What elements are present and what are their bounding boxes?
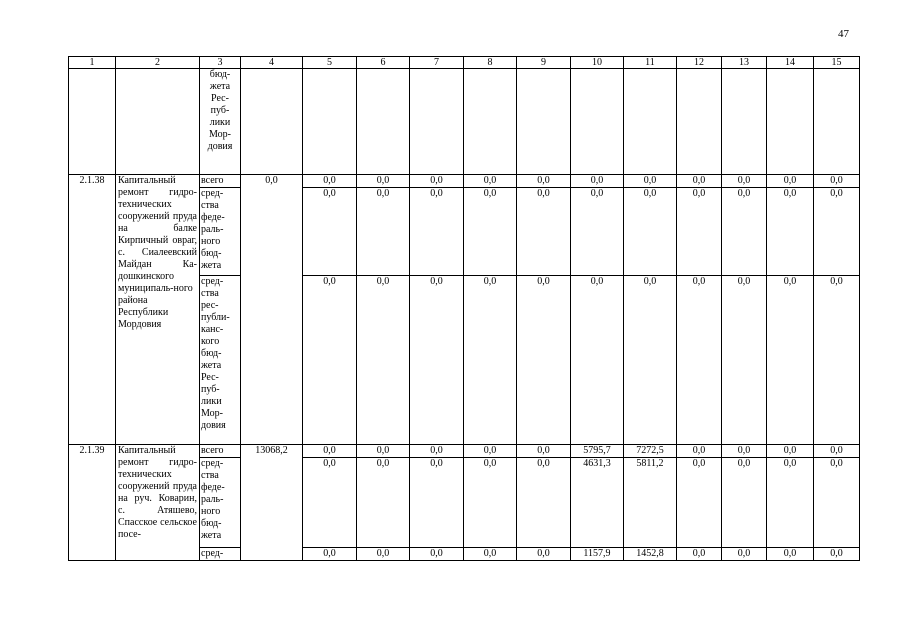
value-cell: 0,0 [410, 175, 464, 188]
value-cell: 0,0 [464, 445, 517, 458]
value-cell: 0,0 [464, 276, 517, 445]
value-cell: 0,0 [814, 188, 860, 276]
value-cell: 0,0 [677, 548, 722, 561]
value-cell: 0,0 [357, 445, 410, 458]
value-cell: 0,0 [571, 276, 624, 445]
value-cell: 0,0 [464, 458, 517, 548]
value-cell: 0,0 [517, 445, 571, 458]
value-cell: 0,0 [357, 188, 410, 276]
total-value: 13068,2 [241, 445, 303, 561]
project-name: Капитальный ремонт гидро-технических сооружений пруда на балке Кирпичный овраг, с. Сиалеевский Майдан Ка-дошкинского муниципаль-ного района Республики Мордовия [116, 175, 200, 445]
value-cell: 0,0 [767, 175, 814, 188]
value-cell: 0,0 [464, 175, 517, 188]
value-cell: 0,0 [303, 188, 357, 276]
funding-source-label: сред- ства феде- раль- ного бюд- жета [200, 458, 241, 548]
value-cell: 0,0 [464, 548, 517, 561]
value-cell: 0,0 [517, 458, 571, 548]
value-cell: 0,0 [410, 445, 464, 458]
value-cell: 4631,3 [571, 458, 624, 548]
value-cell: 0,0 [410, 276, 464, 445]
value-cell: 0,0 [517, 548, 571, 561]
value-cell: 0,0 [303, 445, 357, 458]
value-cell: 0,0 [722, 458, 767, 548]
column-header-7: 7 [410, 57, 464, 69]
value-cell: 0,0 [624, 188, 677, 276]
value-cell: 0,0 [357, 458, 410, 548]
value-cell: 5811,2 [624, 458, 677, 548]
column-header-9: 9 [517, 57, 571, 69]
value-cell: 0,0 [767, 548, 814, 561]
value-cell: 0,0 [767, 188, 814, 276]
value-cell: 0,0 [410, 548, 464, 561]
value-cell: 0,0 [517, 188, 571, 276]
funding-source-label: бюд- жета Рес- пуб- лики Мор- довия [200, 69, 241, 175]
value-cell: 5795,7 [571, 445, 624, 458]
value-cell: 0,0 [677, 445, 722, 458]
value-cell: 0,0 [357, 175, 410, 188]
value-cell: 0,0 [624, 276, 677, 445]
column-header-8: 8 [464, 57, 517, 69]
column-header-13: 13 [722, 57, 767, 69]
item-number: 2.1.39 [69, 445, 116, 561]
value-cell: 0,0 [814, 445, 860, 458]
value-cell: 1157,9 [571, 548, 624, 561]
value-cell: 0,0 [814, 548, 860, 561]
value-cell: 0,0 [677, 188, 722, 276]
column-header-14: 14 [767, 57, 814, 69]
column-header-2: 2 [116, 57, 200, 69]
value-cell: 0,0 [624, 175, 677, 188]
value-cell: 0,0 [571, 175, 624, 188]
table-row [69, 175, 860, 188]
funding-source-label: всего [200, 175, 241, 188]
value-cell: 0,0 [814, 458, 860, 548]
column-header-5: 5 [303, 57, 357, 69]
value-cell: 0,0 [677, 276, 722, 445]
value-cell: 0,0 [722, 175, 767, 188]
value-cell: 0,0 [357, 276, 410, 445]
funding-source-label: сред- ства феде- раль- ного бюд- жета [200, 188, 241, 276]
value-cell: 0,0 [722, 445, 767, 458]
value-cell: 0,0 [464, 188, 517, 276]
value-cell: 0,0 [517, 276, 571, 445]
funding-source-label: всего [200, 445, 241, 458]
total-value: 0,0 [241, 175, 303, 445]
funding-source-label: сред- ства рес- публи- канс- кого бюд- жета Рес- пуб- лики Мор- довия [200, 276, 241, 445]
value-cell: 0,0 [357, 548, 410, 561]
column-header-3: 3 [200, 57, 241, 69]
value-cell: 0,0 [303, 175, 357, 188]
value-cell: 0,0 [517, 175, 571, 188]
column-header-4: 4 [241, 57, 303, 69]
value-cell: 0,0 [767, 276, 814, 445]
column-header-11: 11 [624, 57, 677, 69]
value-cell: 0,0 [722, 276, 767, 445]
value-cell: 0,0 [303, 548, 357, 561]
value-cell: 0,0 [767, 445, 814, 458]
value-cell: 0,0 [814, 276, 860, 445]
column-header-1: 1 [69, 57, 116, 69]
table-row [69, 445, 860, 458]
column-header-10: 10 [571, 57, 624, 69]
value-cell: 0,0 [410, 458, 464, 548]
value-cell: 0,0 [814, 175, 860, 188]
value-cell: 7272,5 [624, 445, 677, 458]
table-row [69, 69, 860, 175]
value-cell: 0,0 [722, 548, 767, 561]
value-cell: 0,0 [571, 188, 624, 276]
column-header-12: 12 [677, 57, 722, 69]
value-cell: 1452,8 [624, 548, 677, 561]
column-header-6: 6 [357, 57, 410, 69]
value-cell: 0,0 [677, 175, 722, 188]
value-cell: 0,0 [303, 458, 357, 548]
value-cell: 0,0 [410, 188, 464, 276]
value-cell: 0,0 [677, 458, 722, 548]
header-row [69, 57, 860, 69]
budget-table [68, 56, 860, 561]
page-number: 47 [838, 28, 849, 40]
project-name: Капитальный ремонт гидро-технических сооружений пруда на руч. Коварин, с. Атяшево, Спасское сельское посе- [116, 445, 200, 561]
value-cell: 0,0 [303, 276, 357, 445]
value-cell: 0,0 [722, 188, 767, 276]
item-number: 2.1.38 [69, 175, 116, 445]
value-cell: 0,0 [767, 458, 814, 548]
funding-source-label: сред- [200, 548, 241, 561]
column-header-15: 15 [814, 57, 860, 69]
